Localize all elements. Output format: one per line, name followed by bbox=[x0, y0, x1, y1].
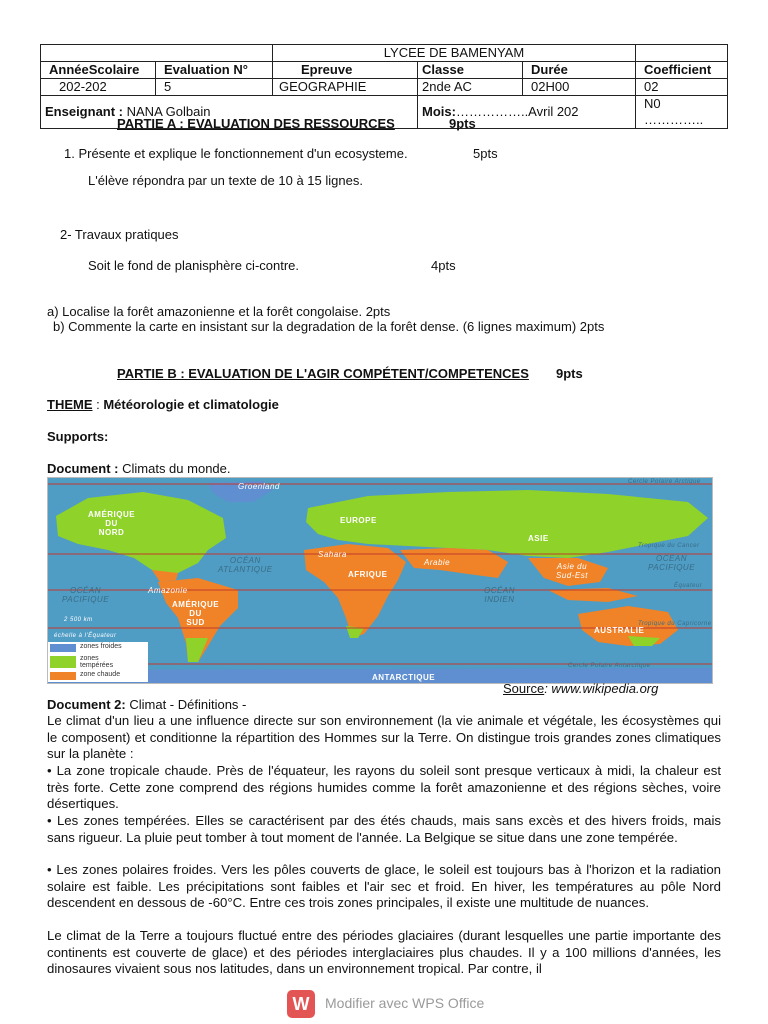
document-2-title: Climat - Définitions - bbox=[125, 697, 247, 712]
value-coef: 02 bbox=[636, 79, 728, 96]
doc2-paragraph-temperate: • Les zones tempérées. Elles se caractérisent par des étés chauds, mais sans excès et des hivers froids, mais sans rigueur. La pluie peut tomber à tout moment de l'année. La Belgique se situe dans une zone tempérée. bbox=[47, 813, 721, 845]
legend-swatch-hot bbox=[50, 672, 76, 680]
legend-row-temperate bbox=[48, 654, 148, 670]
value-epreuve: GEOGRAPHIE bbox=[273, 79, 418, 96]
climate-map bbox=[47, 477, 713, 684]
question-2a: a) Localise la forêt amazonienne et la forêt congolaise. 2pts bbox=[47, 304, 391, 319]
document-1-heading bbox=[47, 461, 231, 477]
label-north-america: AMÉRIQUE DU NORD bbox=[88, 510, 136, 537]
label-afrique: AFRIQUE bbox=[348, 570, 388, 579]
label-asie: ASIE bbox=[528, 534, 549, 543]
label-arabie: Arabie bbox=[424, 558, 451, 567]
doc2-paragraph-intro: Le climat d'un lieu a une influence directe sur son environnement (la vie animale et végétale, les écosystèmes qui le composent) et conditionne la répartition des Hommes sur la Terre. On distingue trois grandes zones climatiques sur la planète : bbox=[47, 713, 721, 762]
question-1-points: 5pts bbox=[473, 146, 498, 161]
document-2-heading bbox=[47, 697, 246, 713]
partA-points: 9pts bbox=[449, 116, 476, 131]
supports-label: Supports: bbox=[47, 429, 109, 444]
col-label-coef: Coefficient bbox=[636, 62, 728, 79]
header-empty-cell bbox=[41, 45, 273, 62]
wps-logo-icon: W bbox=[287, 990, 315, 1018]
label-amazonie: Amazonie bbox=[148, 586, 188, 595]
label-polar-circle-north: Cercle Polaire Arctique bbox=[628, 479, 701, 485]
theme-value: Météorologie et climatologie bbox=[103, 397, 279, 412]
partB-title: PARTIE B : EVALUATION DE L'AGIR COMPÉTENT/COMPETENCES bbox=[117, 366, 529, 381]
header-empty-cell bbox=[636, 45, 728, 62]
label-scale: 2 500 km bbox=[64, 617, 93, 623]
source-value: : www.wikipedia.org bbox=[544, 681, 659, 696]
document-2-label: Document 2: bbox=[47, 697, 126, 712]
col-label-duree: Durée bbox=[523, 62, 636, 79]
doc2-paragraph-history: Le climat de la Terre a toujours fluctué entre des périodes glaciaires (durant lesquelles une partie importante des continents est couverte de glace) et des périodes interglaciaires plus chaudes. Il y a 100 millions d'années, les dinosaures vivaient sous nos latitudes, dans un environnement tropical. Par contre, il bbox=[47, 928, 721, 977]
col-label-year: AnnéeScolaire bbox=[41, 62, 156, 79]
question-2-intro: Soit le fond de planisphère ci-contre. bbox=[88, 258, 300, 273]
value-classe: 2nde AC bbox=[418, 79, 523, 96]
label-tropic-capricorn: Tropique du Capricorne bbox=[638, 621, 712, 627]
label-europe: EUROPE bbox=[340, 516, 377, 525]
col-label-classe: Classe bbox=[418, 62, 523, 79]
legend-swatch-temperate bbox=[50, 656, 76, 668]
label-tropic-cancer: Tropique du Cancer bbox=[638, 543, 700, 549]
label-greenland: Groenland bbox=[238, 482, 280, 491]
theme-label: THEME bbox=[47, 397, 93, 412]
legend-row-hot bbox=[48, 670, 148, 682]
label-asie-sud-est: Asie du Sud-Est bbox=[556, 562, 588, 580]
legend-row-cold bbox=[48, 642, 148, 654]
doc2-paragraph-polar: • Les zones polaires froides. Vers les pôles couverts de glace, le soleil est toujours bas à l'horizon et la radiation solaire est faible. Les précipitations sont faibles et l'air sec et froid. En hiver, les températures au pôle Nord descendent en dessous de -60°C. Entre ces trois zones principales, il existe une multitude de nuances. bbox=[47, 862, 721, 911]
label-australie: AUSTRALIE bbox=[594, 626, 645, 635]
label-scale-note: échelle à l'Équateur bbox=[54, 633, 117, 639]
theme-sep: : bbox=[92, 397, 104, 412]
teacher-name: NANA Golbain bbox=[123, 104, 211, 119]
value-duree: 02H00 bbox=[523, 79, 636, 96]
source-label: Source bbox=[503, 681, 545, 696]
wps-banner-text: Modifier avec WPS Office bbox=[325, 995, 485, 1011]
value-year: 202-202 bbox=[41, 79, 156, 96]
label-ocean-indien: OCÉAN INDIEN bbox=[484, 586, 515, 604]
document-1-title: Climats du monde. bbox=[118, 461, 231, 476]
partA-title: PARTIE A : EVALUATION DES RESSOURCES bbox=[117, 116, 395, 131]
legend-label-hot: zone chaude bbox=[80, 671, 121, 678]
legend-label-temperate: zones tempérées bbox=[80, 655, 114, 669]
theme-line bbox=[47, 397, 279, 413]
label-ocean-pacifique-west: OCÉAN PACIFIQUE bbox=[62, 586, 110, 604]
question-1-note: L'élève répondra par un texte de 10 à 15 lignes. bbox=[88, 173, 363, 188]
col-label-epreuve: Epreuve bbox=[273, 62, 418, 79]
label-polar-circle-south: Cercle Polaire Antarctique bbox=[568, 663, 651, 669]
document-1-label: Document : bbox=[47, 461, 119, 476]
label-antarctique: ANTARCTIQUE bbox=[372, 673, 436, 682]
question-2b: b) Commente la carte en insistant sur la degradation de la forêt dense. (6 lignes maximum) 2pts bbox=[53, 319, 605, 334]
school-name: LYCEE DE BAMENYAM bbox=[273, 45, 636, 62]
month-value: ……………..Avril 202 bbox=[455, 104, 579, 119]
teacher-label: Enseignant : bbox=[45, 104, 124, 119]
question-1: 1. Présente et explique le fonctionnement d'un ecosysteme. bbox=[64, 146, 408, 161]
label-equator: Équateur bbox=[674, 583, 703, 589]
question-2: 2- Travaux pratiques bbox=[60, 227, 179, 242]
question-2-points: 4pts bbox=[431, 258, 456, 273]
map-legend bbox=[48, 642, 148, 682]
value-eval: 5 bbox=[156, 79, 273, 96]
col-label-eval: Evaluation N° bbox=[156, 62, 273, 79]
label-ocean-atlantique: OCÉAN ATLANTIQUE bbox=[218, 556, 273, 574]
label-ocean-pacifique-east: OCÉAN PACIFIQUE bbox=[648, 554, 696, 572]
label-south-america: AMÉRIQUE DU SUD bbox=[172, 600, 220, 627]
legend-label-cold: zones froides bbox=[80, 643, 122, 650]
legend-swatch-cold bbox=[50, 644, 76, 652]
doc2-paragraph-tropical: • La zone tropicale chaude. Près de l'équateur, les rayons du soleil sont presque verticaux à midi, la chaleur est très forte. Cette zone comprend des régions humides comme la forêt amazonienne et des régions sèches, voire désertiques. bbox=[47, 763, 721, 812]
source-line bbox=[503, 681, 658, 697]
label-sahara: Sahara bbox=[318, 550, 347, 559]
partB-points: 9pts bbox=[556, 366, 583, 381]
number-cell: N0 ………….. bbox=[636, 96, 728, 129]
month-label: Mois: bbox=[422, 104, 456, 119]
